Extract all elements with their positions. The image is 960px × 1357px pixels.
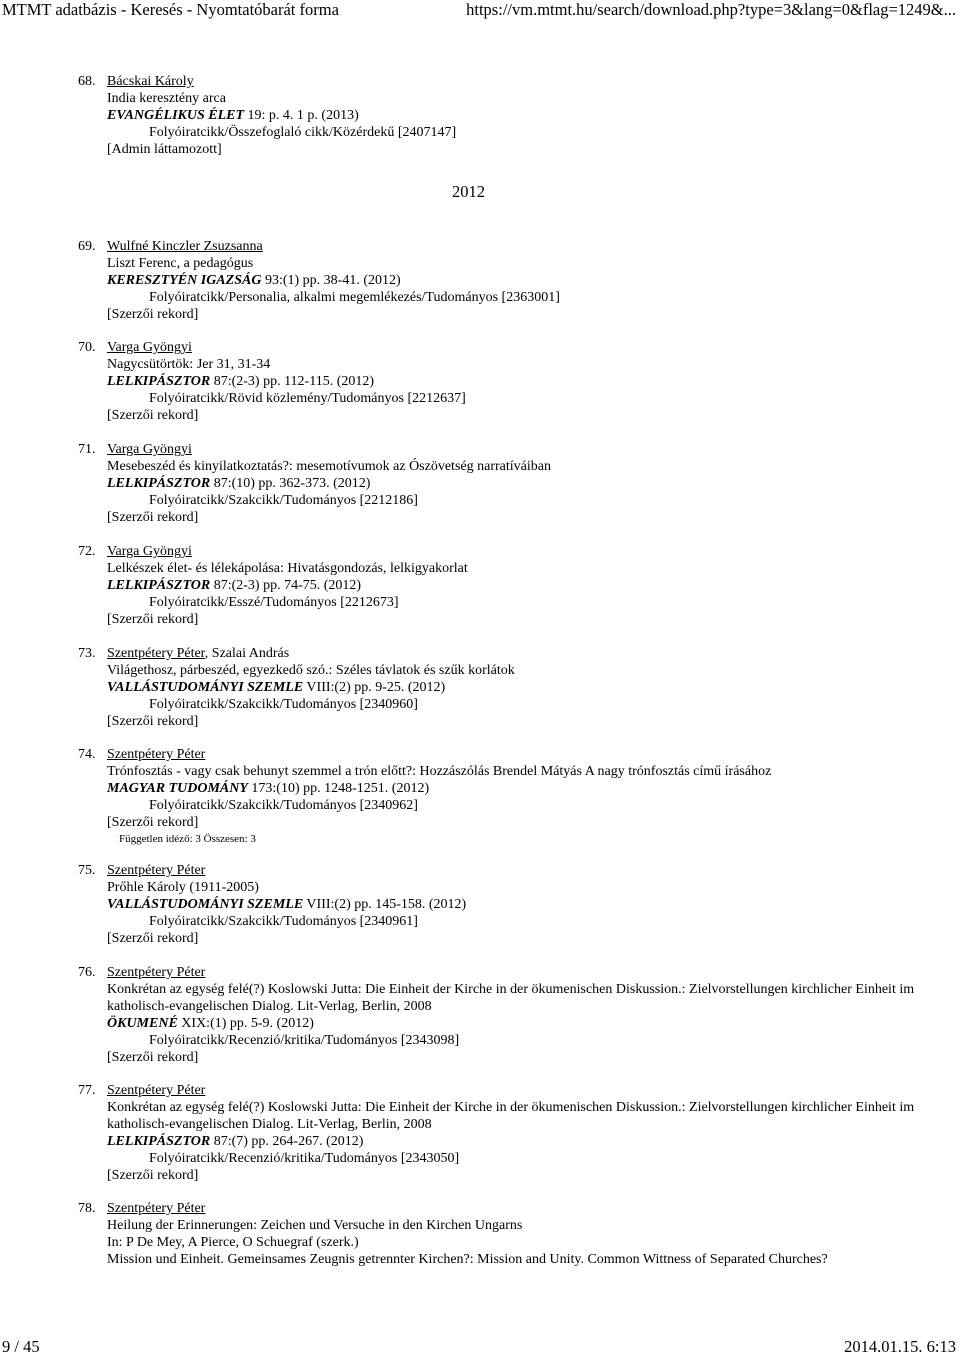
- record-status: [Szerzői rekord]: [107, 612, 199, 627]
- header-title: MTMT adatbázis - Keresés - Nyomtatóbarát forma: [2, 0, 339, 19]
- author-link[interactable]: Szentpétery Péter: [107, 863, 206, 878]
- author-link[interactable]: Szentpétery Péter: [107, 747, 206, 762]
- journal-name: ÖKUMENÉ: [107, 1016, 178, 1031]
- entry-title: India keresztény arca: [107, 91, 226, 106]
- journal-ref: 87:(2-3) pp. 112-115. (2012): [210, 374, 375, 389]
- journal-ref: 87:(10) pp. 362-373. (2012): [210, 476, 371, 491]
- journal-name: KERESZTYÉN IGAZSÁG: [107, 273, 262, 288]
- record-status: [Szerzői rekord]: [107, 510, 199, 525]
- publication-entry: [78, 645, 938, 730]
- journal-ref: 93:(1) pp. 38-41. (2012): [261, 273, 401, 288]
- entry-title: Nagycsütörtök: Jer 31, 31-34: [107, 357, 271, 372]
- entry-number: 70.: [78, 340, 96, 355]
- entry-title: Trónfosztás - vagy csak behunyt szemmel a trón előtt?: Hozzászólás Brendel Mátyás A nagy trónfosztás című írásához: [107, 764, 772, 779]
- entry-title: Lelkészek élet- és lélekápolása: Hivatásgondozás, lelkigyakorlat: [107, 561, 468, 576]
- publication-type: Folyóiratcikk/Szakcikk/Tudományos [2340961]: [149, 914, 418, 929]
- page-number: 9 / 45: [2, 1337, 40, 1356]
- publication-type: Folyóiratcikk/Rövid közlemény/Tudományos [2212637]: [149, 391, 466, 406]
- journal-ref: 19: p. 4. 1 p. (2013): [244, 108, 359, 123]
- entry-title: Liszt Ferenc, a pedagógus: [107, 256, 254, 271]
- journal-name: LELKIPÁSZTOR: [107, 476, 211, 491]
- publication-entry: [78, 441, 938, 526]
- journal-ref: VIII:(2) pp. 9-25. (2012): [303, 680, 446, 695]
- journal-name: MAGYAR TUDOMÁNY: [107, 781, 248, 796]
- entry-number: 76.: [78, 965, 96, 980]
- journal-ref: VIII:(2) pp. 145-158. (2012): [303, 897, 467, 912]
- print-date: 2014.01.15. 6:13: [844, 1337, 956, 1356]
- publication-type: Folyóiratcikk/Szakcikk/Tudományos [2340962]: [149, 798, 418, 813]
- publication-entry: [78, 1082, 938, 1184]
- entry-number: 72.: [78, 544, 96, 559]
- publication-type: Folyóiratcikk/Szakcikk/Tudományos [2340960]: [149, 697, 418, 712]
- publication-type: Folyóiratcikk/Esszé/Tudományos [2212673]: [149, 595, 399, 610]
- journal-name: LELKIPÁSZTOR: [107, 1134, 211, 1149]
- entry-number: 73.: [78, 646, 96, 661]
- journal-name: VALLÁSTUDOMÁNYI SZEMLE: [107, 680, 304, 695]
- entry-number: 77.: [78, 1083, 96, 1098]
- record-status: [Szerzői rekord]: [107, 307, 199, 322]
- entry-title: Heilung der Erinnerungen: Zeichen und Versuche in den Kirchen Ungarns: [107, 1218, 523, 1233]
- record-status: [Szerzői rekord]: [107, 408, 199, 423]
- journal-name: LELKIPÁSZTOR: [107, 578, 211, 593]
- record-status: [Szerzői rekord]: [107, 1168, 199, 1183]
- author-link[interactable]: Szentpétery Péter: [107, 1083, 206, 1098]
- header-url: https://vm.mtmt.hu/search/download.php?type=3&lang=0&flag=1249&...: [466, 0, 956, 19]
- author-link[interactable]: Szentpétery Péter: [107, 646, 205, 661]
- entry-title: Konkrétan az egység felé(?) Koslowski Jutta: Die Einheit der Kirche in der ökumenischen Diskussion.: Zielvorstellungen kirchlicher Einheit im katholisch-evangelischen Dialog. Lit-Verlag, Berlin, 2008: [107, 982, 915, 1014]
- entry-number: 78.: [78, 1201, 96, 1216]
- year-heading: 2012: [452, 182, 485, 201]
- journal-ref: XIX:(1) pp. 5-9. (2012): [177, 1016, 314, 1031]
- print-header: [0, 0, 960, 20]
- record-status: [Szerzői rekord]: [107, 1050, 199, 1065]
- citation-counts: Független idéző: 3 Összesen: 3: [119, 833, 256, 845]
- entry-number: 71.: [78, 442, 96, 457]
- publication-entry: [78, 238, 938, 323]
- publication-type: Folyóiratcikk/Szakcikk/Tudományos [2212186]: [149, 493, 418, 508]
- entry-number: 75.: [78, 863, 96, 878]
- entry-number: 68.: [78, 74, 96, 89]
- publication-entry: [78, 73, 938, 158]
- publication-type: Folyóiratcikk/Recenzió/kritika/Tudományos [2343050]: [149, 1151, 460, 1166]
- record-status: [Szerzői rekord]: [107, 815, 199, 830]
- entry-title: Konkrétan az egység felé(?) Koslowski Jutta: Die Einheit der Kirche in der ökumenischen Diskussion.: Zielvorstellungen kirchlicher Einheit im katholisch-evangelischen Dialog. Lit-Verlag, Berlin, 2008: [107, 1100, 915, 1132]
- entry-number: 74.: [78, 747, 96, 762]
- author-link[interactable]: Szentpétery Péter: [107, 965, 206, 980]
- record-status: [Szerzői rekord]: [107, 714, 199, 729]
- publication-entry: [78, 862, 938, 947]
- author-link[interactable]: Wulfné Kinczler Zsuzsanna: [107, 239, 263, 254]
- publication-entry: [78, 746, 938, 846]
- journal-ref: 87:(7) pp. 264-267. (2012): [210, 1134, 364, 1149]
- journal-name: VALLÁSTUDOMÁNYI SZEMLE: [107, 897, 304, 912]
- publication-type: Folyóiratcikk/Összefoglaló cikk/Közérdekű [2407147]: [149, 125, 457, 140]
- publication-entry: [78, 1200, 938, 1268]
- book-title: Mission und Einheit. Gemeinsames Zeugnis getrennter Kirchen?: Mission and Unity. Common Wittness of Separated Churches?: [107, 1252, 828, 1267]
- publication-entry: [78, 543, 938, 628]
- entry-title: Prőhle Károly (1911-2005): [107, 880, 259, 895]
- publication-type: Folyóiratcikk/Recenzió/kritika/Tudományos [2343098]: [149, 1033, 460, 1048]
- publication-type: Folyóiratcikk/Personalia, alkalmi megemlékezés/Tudományos [2363001]: [149, 290, 560, 305]
- journal-name: LELKIPÁSZTOR: [107, 374, 211, 389]
- record-status: [Szerzői rekord]: [107, 931, 199, 946]
- journal-name: EVANGÉLIKUS ÉLET: [107, 108, 245, 123]
- entry-number: 69.: [78, 239, 96, 254]
- entry-title: Mesebeszéd és kinyilatkoztatás?: mesemotívumok az Ószövetség narratíváiban: [107, 459, 551, 474]
- publication-entry: [78, 964, 938, 1066]
- author-link[interactable]: Szentpétery Péter: [107, 1201, 206, 1216]
- author-link[interactable]: Varga Gyöngyi: [107, 340, 192, 355]
- author-link[interactable]: Bácskai Károly: [107, 74, 194, 89]
- coauthor-text: , Szalai András: [204, 646, 290, 661]
- entry-title: Világethosz, párbeszéd, egyezkedő szó.: Széles távlatok és szűk korlátok: [107, 663, 515, 678]
- journal-ref: 87:(2-3) pp. 74-75. (2012): [210, 578, 362, 593]
- publication-entry: [78, 339, 938, 424]
- record-status: [Admin láttamozott]: [107, 142, 222, 157]
- editors-line: In: P De Mey, A Pierce, O Schuegraf (szerk.): [107, 1235, 359, 1250]
- author-link[interactable]: Varga Gyöngyi: [107, 544, 192, 559]
- journal-ref: 173:(10) pp. 1248-1251. (2012): [247, 781, 430, 796]
- author-link[interactable]: Varga Gyöngyi: [107, 442, 192, 457]
